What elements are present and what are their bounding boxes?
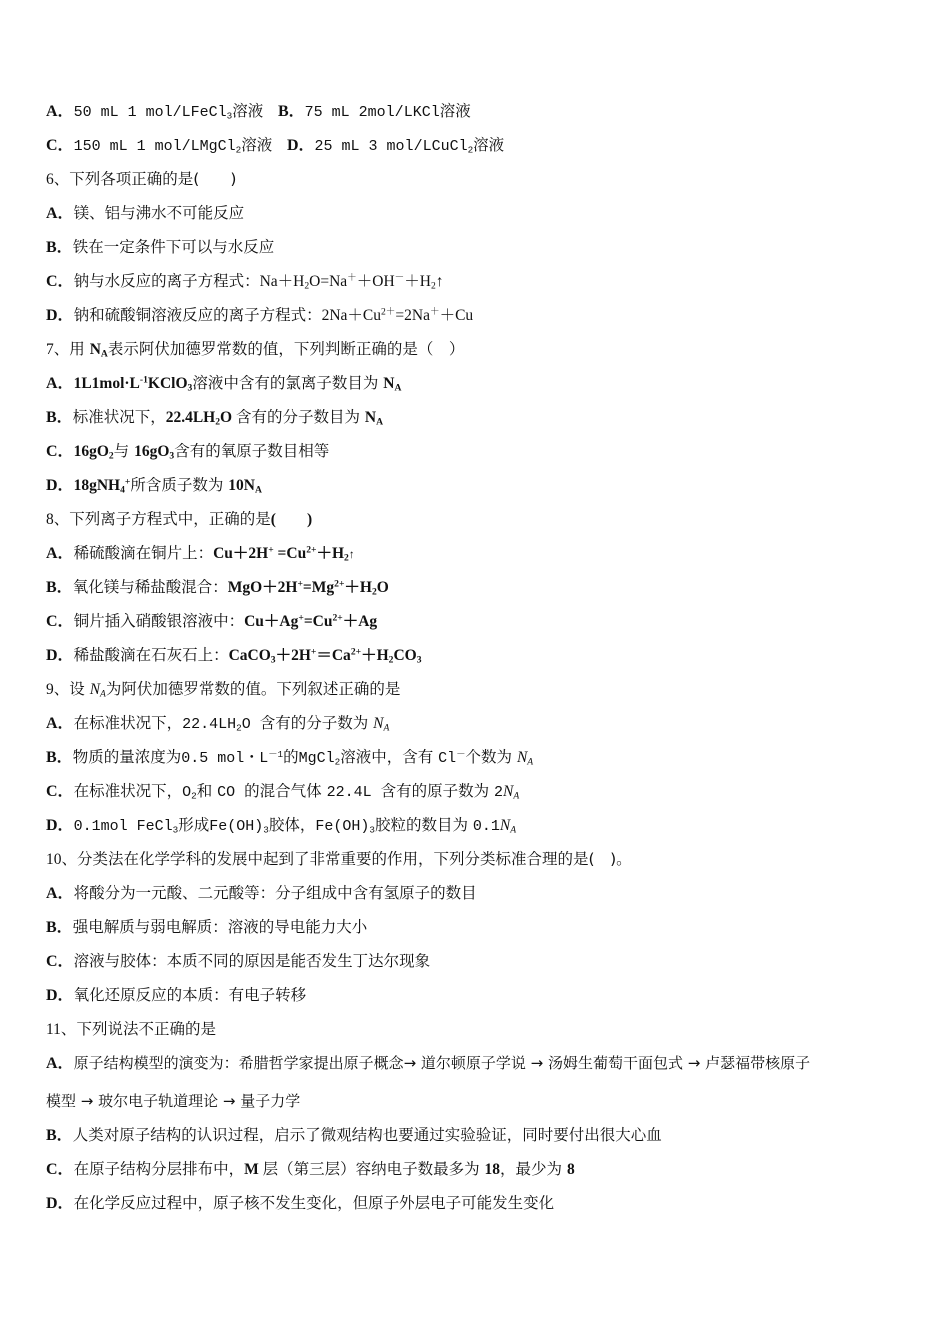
question-text: 用: [69, 340, 90, 358]
option-value: 0.1: [472, 818, 500, 835]
option-formula: $1L1mol\cdot L^{-1}KClO_3$: [73, 374, 193, 394]
option-text-cont: 的: [283, 748, 299, 766]
q5-option-c-text: 150 mL 1 mol/LMgCl$_2$: [73, 138, 242, 156]
na-symbol: $N_A$: [383, 375, 402, 394]
option-text: 在标准状况下，: [73, 782, 183, 800]
option-label: C．: [46, 443, 74, 460]
option-label: D．: [46, 477, 74, 494]
na-symbol: $N_A$: [373, 715, 390, 734]
question-9-option-b: [46, 746, 533, 768]
question-number: 6、: [46, 171, 70, 188]
q5-option-d-suffix: 溶液: [473, 136, 505, 154]
question-6-option-d: [46, 304, 473, 326]
question-10-stem: [46, 848, 632, 870]
option-text-cont: 层（第三层）容纳电子数最多为: [262, 1160, 485, 1178]
question-9-stem: [46, 678, 400, 700]
question-10-option-b: [46, 916, 367, 938]
option-label: C．: [46, 783, 74, 800]
question-11-stem: [46, 1018, 216, 1040]
option-label: A．: [46, 103, 74, 120]
na-symbol: $N_A$: [89, 681, 106, 700]
option-formula-2: $Fe(OH)_3$: [209, 818, 269, 836]
option-formula-2: MgCl$_2$: [298, 750, 341, 768]
option-value-min: 8: [566, 1161, 575, 1178]
option-formula: 0.1mol FeCl$_3$: [73, 818, 179, 836]
option-label: D．: [46, 1195, 74, 1212]
option-formula: 0.5 mol・$L^{-1}$: [181, 748, 284, 767]
option-formula-2: CO: [217, 784, 245, 801]
option-formula: $22.4LH_2O$: [182, 716, 260, 734]
question-11-option-d: [46, 1192, 554, 1214]
option-value: 2: [494, 784, 504, 801]
option-formula: 18gNH$_4$+: [73, 476, 131, 496]
question-10-option-d: [46, 984, 306, 1006]
question-text-cont: 表示阿伏加德罗常数的值，下列判断正确的是（ ）: [107, 340, 465, 358]
option-label: B．: [46, 919, 73, 936]
question-text-cont: 为阿伏加德罗常数的值。下列叙述正确的是: [105, 680, 401, 698]
question-10-option-c: [46, 950, 430, 972]
option-text: 物质的量浓度为: [72, 748, 182, 766]
option-text: 镁、铝与沸水不可能反应: [73, 204, 245, 222]
option-label: C．: [46, 1161, 74, 1178]
question-text: 下列各项正确的是( ): [69, 170, 237, 188]
option-equation: $Na+H_2O=Na^++OH^-+H_2↑$: [259, 272, 444, 292]
question-6-option-a: [46, 202, 244, 224]
option-formula-3: Cl－: [438, 748, 466, 767]
option-text: 在化学反应过程中，原子核不发生变化，但原子外层电子可能发生变化: [73, 1194, 555, 1212]
option-text-cont: 胶体，: [268, 816, 316, 834]
option-equation: $Cu+2H^+ =Cu^{2+}+H_2↑$: [213, 544, 355, 564]
option-text: 铜片插入硝酸银溶液中：: [73, 612, 245, 630]
option-formula-3: 22.4L: [326, 784, 381, 801]
option-text: 形成: [178, 816, 210, 834]
option-text: 将酸分为一元酸、二元酸等：分子组成中含有氢原子的数目: [73, 884, 477, 902]
option-label: A．: [46, 375, 74, 392]
question-11-option-a-continued: [46, 1090, 300, 1112]
option-text: 人类对原子结构的认识过程，启示了微观结构也要通过实验验证，同时要付出很大心血: [72, 1126, 662, 1144]
question-text: 分类法在化学学科的发展中起到了非常重要的作用，下列分类标准合理的是( )。: [77, 850, 632, 868]
option-label: B．: [46, 749, 73, 766]
q5-option-a-suffix: 溶液: [232, 102, 264, 120]
question-7-option-a: [46, 372, 401, 394]
option-label: B．: [46, 1127, 73, 1144]
option-text-continued: 模型 → 玻尔电子轨道理论 → 量子力学: [46, 1092, 301, 1110]
answer-blank: ( ): [270, 511, 313, 528]
option-text: 在标准状况下，: [73, 714, 183, 732]
question-text: 设: [69, 680, 90, 698]
option-text: 钠和硫酸铜溶液反应的离子方程式：: [73, 306, 322, 324]
option-label: A．: [46, 885, 74, 902]
option-label: C．: [46, 953, 74, 970]
option-value: $10N_A$: [228, 477, 262, 496]
option-text: 溶液中含有的氯离子数目为: [192, 374, 384, 392]
question-9-option-c: [46, 780, 519, 802]
question-11-option-b: [46, 1124, 662, 1146]
q5-option-d-text: 25 mL 3 mol/LCuCl$_2$: [314, 138, 474, 156]
question-8-option-b: [46, 576, 389, 598]
option-text: 钠与水反应的离子方程式：: [73, 272, 260, 290]
question-9-option-d: [46, 814, 516, 836]
option-shell: M: [244, 1161, 263, 1178]
option-text-cont: 含有的分子数目为: [235, 408, 365, 426]
na-symbol: $N_A$: [364, 409, 384, 428]
question-8-option-d: [46, 644, 421, 666]
question-6-stem: [46, 168, 236, 190]
option-text-cont: 和: [196, 782, 218, 800]
option-formula-2: $16gO_3$: [134, 443, 175, 462]
option-text: 氧化镁与稀盐酸混合：: [72, 578, 228, 596]
option-text-cont: 含有的分子数为: [259, 714, 374, 732]
option-formula: $16gO_2$: [73, 443, 114, 462]
na-symbol: $N_A$: [516, 749, 534, 768]
q5-option-c-suffix: 溶液: [241, 136, 273, 154]
na-symbol: $N_A$: [499, 817, 517, 836]
option-label: C．: [46, 613, 74, 630]
option-equation: $MgO+2H^+=Mg^{2+}+H_2O$: [227, 578, 389, 598]
option-label: A．: [46, 205, 74, 222]
option-label: A．: [46, 545, 74, 562]
q5-option-b-suffix: 溶液: [439, 102, 471, 120]
q5-options-line-1: [46, 100, 471, 122]
q5-option-b-text: 75 mL 2mol/LKCl: [304, 104, 440, 121]
option-text: 稀硫酸滴在铜片上：: [73, 544, 214, 562]
option-text: 氧化还原反应的本质：有电子转移: [73, 986, 307, 1004]
option-label: B．: [46, 579, 73, 596]
na-symbol: $N_A$: [89, 341, 108, 360]
question-7-option-b: [46, 406, 383, 428]
question-number: 7、: [46, 341, 70, 358]
option-value-max: 18: [484, 1161, 501, 1178]
option-formula: $O_2$: [182, 784, 197, 802]
question-11-option-c: [46, 1158, 575, 1180]
option-text-cont-2: 溶液中，含有: [340, 748, 439, 766]
question-7-option-d: [46, 474, 262, 496]
question-6-option-b: [46, 236, 274, 258]
question-number: 10、: [46, 851, 78, 868]
option-label: A．: [46, 1055, 74, 1072]
option-text-cont: 含有的氧原子数目相等: [174, 442, 330, 460]
question-text: 下列说法不正确的是: [76, 1020, 216, 1038]
question-number: 11、: [46, 1021, 77, 1038]
option-text: 在原子结构分层排布中，: [73, 1160, 245, 1178]
option-formula-3: $Fe(OH)_3$: [315, 818, 375, 836]
option-label: B．: [277, 103, 305, 120]
option-text: 与: [113, 442, 135, 460]
option-text-cont-2: ，最少为: [500, 1160, 567, 1178]
option-equation: $CaCO_3+2H^+=Ca^{2+}+H_2CO_3$: [228, 646, 422, 666]
option-text: 稀盐酸滴在石灰石上：: [73, 646, 229, 664]
option-label: C．: [46, 273, 74, 290]
question-10-option-a: [46, 882, 477, 904]
question-number: 8、: [46, 511, 70, 528]
option-text-cont-3: 含有的原子数为: [380, 782, 495, 800]
option-equation: $2Na+Cu^{2+}=2Na^++Cu$: [321, 306, 474, 324]
option-text: 铁在一定条件下可以与水反应: [72, 238, 275, 256]
option-label: C．: [46, 137, 74, 154]
question-text: 下列离子方程式中，正确的是: [69, 510, 271, 528]
question-11-option-a: [46, 1052, 810, 1074]
option-label: A．: [46, 715, 74, 732]
q5-option-a-text: 50 mL 1 mol/LFeCl$_3$: [73, 104, 233, 122]
question-8-option-a: [46, 542, 355, 564]
option-text-cont-3: 个数为: [465, 748, 517, 766]
option-label: D．: [46, 307, 74, 324]
option-equation: $Cu+Ag^+=Cu^{2+}+Ag$: [244, 612, 378, 630]
na-symbol: $N_A$: [503, 783, 520, 802]
option-label: D．: [286, 137, 315, 154]
option-text: 所含质子数为: [130, 476, 229, 494]
option-formula: $22.4LH_2O$: [165, 409, 236, 428]
question-8-option-c: [46, 610, 377, 632]
option-label: D．: [46, 647, 74, 664]
question-7-stem: [46, 338, 464, 360]
option-text: 标准状况下，: [72, 408, 166, 426]
question-number: 9、: [46, 681, 70, 698]
question-8-stem: [46, 508, 312, 530]
option-text: 强电解质与弱电解质：溶液的导电能力大小: [72, 918, 368, 936]
option-label: B．: [46, 409, 73, 426]
question-7-option-c: [46, 440, 329, 462]
option-text: 溶液与胶体：本质不同的原因是能否发生丁达尔现象: [73, 952, 431, 970]
question-6-option-c: [46, 270, 444, 292]
option-text-cont-2: 的混合气体: [244, 782, 327, 800]
question-9-option-a: [46, 712, 389, 734]
option-label: D．: [46, 987, 74, 1004]
option-text-cont-2: 胶粒的数目为: [374, 816, 473, 834]
option-label: B．: [46, 239, 73, 256]
q5-options-line-2: [46, 134, 504, 156]
option-text: 原子结构模型的演变为：希腊哲学家提出原子概念→ 道尔顿原子学说 → 汤姆生葡萄干面包式 → 卢瑟福带核原子: [73, 1054, 811, 1072]
option-label: D．: [46, 817, 74, 834]
